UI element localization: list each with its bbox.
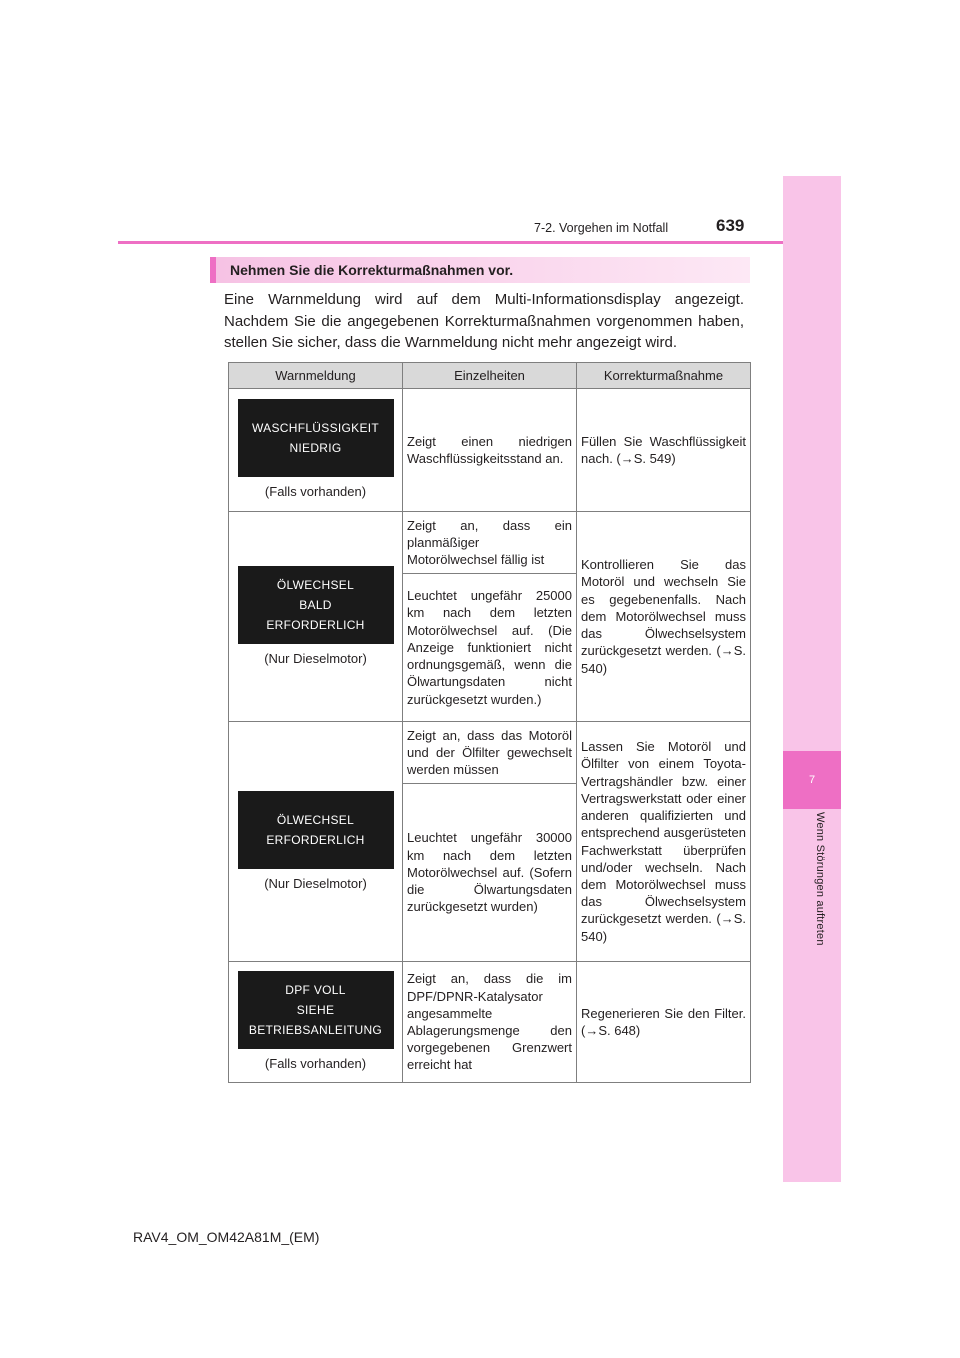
message-line: ERFORDERLICH [266, 832, 365, 847]
warning-message-cell [229, 389, 403, 512]
details-cell: Zeigt an, dass das Motoröl und der Ölfilter gewechselt werden müssen [403, 722, 577, 784]
message-line: NIEDRIG [289, 441, 342, 456]
chapter-label: Wenn Störungen auftreten [814, 812, 826, 946]
warning-table [228, 362, 751, 1083]
column-header: Warnmeldung [229, 363, 403, 389]
message-line: DPF VOLL [285, 983, 346, 998]
availability-note: (Falls vorhanden) [264, 484, 367, 500]
warning-message-cell [229, 962, 403, 1083]
availability-note: (Nur Dieselmotor) [264, 875, 367, 891]
details-cell: Zeigt einen niedrigen Waschflüssigkeitsstand an. [403, 389, 577, 512]
details-cell: Leuchtet ungefähr 25000 km nach dem letzten Motorölwechsel auf. (Die Anzeige funktioniert nicht ordnungsgemäß, wenn die Ölwartungsdaten nicht zurückgesetzt wurden.) [403, 574, 577, 722]
table-header-row [229, 363, 751, 389]
heading-text: Nehmen Sie die Korrekturmaßnahmen vor. [230, 262, 514, 278]
message-line: ÖLWECHSEL [276, 812, 355, 827]
table-row [229, 389, 751, 512]
column-header: Korrekturmaßnahme [577, 363, 751, 389]
column-header: Einzelheiten [403, 363, 577, 389]
action-cell: Regenerieren Sie den Filter. (→S. 648) [577, 962, 751, 1083]
section-title: 7-2. Vorgehen im Notfall [534, 221, 669, 235]
message-line: WASCHFLÜSSIGKEIT [251, 421, 380, 436]
table-row [229, 722, 751, 784]
availability-note: (Falls vorhanden) [264, 1056, 367, 1072]
page-number: 639 [716, 216, 745, 235]
table-row [229, 512, 751, 574]
intro-paragraph: Eine Warnmeldung wird auf dem Multi-Informationsdisplay angezeigt. Nachdem Sie die angegebenen Korrekturmaßnahmen vorgenommen haben, stellen Sie sicher, dass die Warnmeldung nicht mehr angezeigt wird. [224, 291, 744, 351]
warning-message-image [238, 566, 394, 644]
heading-bar [210, 257, 750, 283]
details-cell: Zeigt an, dass ein planmäßiger Motorölwechsel fällig ist [403, 512, 577, 574]
details-cell: Zeigt an, dass die im DPF/DPNR-Katalysator angesammelte Ablagerungsmenge den vorgegebenen Grenzwert erreicht hat [403, 962, 577, 1083]
details-cell: Leuchtet ungefähr 30000 km nach dem letzten Motorölwechsel auf. (Sofern die Ölwartungsdaten zurückgesetzt wurden) [403, 784, 577, 962]
warning-message-cell [229, 512, 403, 722]
chapter-side-tab [783, 176, 841, 1182]
action-cell: Füllen Sie Waschflüssigkeit nach. (→S. 549) [577, 389, 751, 512]
header-rule [118, 241, 783, 244]
warning-message-cell [229, 722, 403, 962]
message-line: BETRIEBSANLEITUNG [248, 1023, 383, 1038]
warning-message-image [238, 399, 394, 477]
message-line: SIEHE [296, 1003, 335, 1018]
action-cell: Lassen Sie Motoröl und Ölfilter von einem Toyota-Vertragshändler bzw. einer Vertragswerkstatt oder einer anderen qualifizierten und entsprechend ausgerüsteten Fachwerkstatt überprüfen und/oder wechseln. Nach dem Motorölwechsel muss das Ölwechselsystem zurückgesetzt werden. (→S. 540) [577, 722, 751, 962]
availability-note: (Nur Dieselmotor) [264, 650, 367, 666]
action-cell: Kontrollieren Sie das Motoröl und wechseln Sie es gegebenenfalls. Nach dem Motorölwechsel muss das Ölwechselsystem zurückgesetzt werden. (→S. 540) [577, 512, 751, 722]
table-row [229, 962, 751, 1083]
message-line: ERFORDERLICH [266, 617, 365, 632]
warning-message-image [238, 791, 394, 869]
warning-message-image [238, 971, 394, 1049]
message-line: BALD [299, 597, 332, 612]
document-code: RAV4_OM_OM42A81M_(EM) [133, 1229, 320, 1245]
message-line: ÖLWECHSEL [276, 577, 355, 592]
chapter-number: 7 [783, 751, 841, 809]
